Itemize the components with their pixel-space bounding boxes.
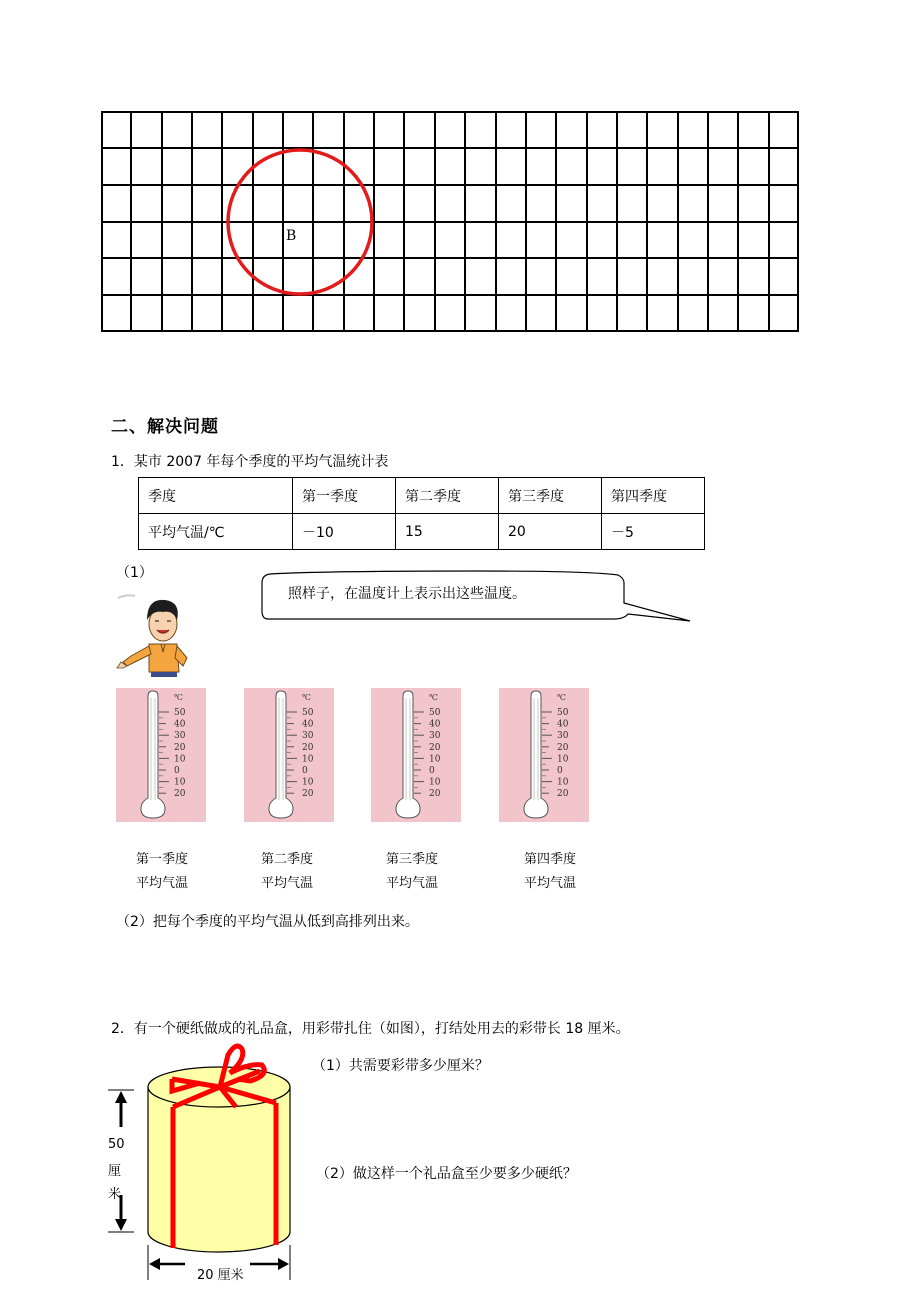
svg-text:10: 10 <box>557 754 569 765</box>
section-title: 二、解决问题 <box>111 417 219 437</box>
svg-text:50: 50 <box>429 708 441 718</box>
table-cell: －5 <box>602 514 705 550</box>
thermometer-icon <box>371 688 461 822</box>
table-cell: 15 <box>396 514 499 550</box>
thermo-label-q3-line2: 平均气温 <box>386 876 439 891</box>
svg-text:℃: ℃ <box>302 693 311 702</box>
height-label-unit-1: 厘 <box>108 1164 122 1179</box>
thermometer-4[interactable] <box>499 688 589 822</box>
svg-text:20: 20 <box>302 742 314 753</box>
thermo-label-q1-line1: 第一季度 <box>136 852 189 867</box>
height-label-unit-2: 米 <box>108 1187 122 1202</box>
svg-text:50: 50 <box>557 708 569 718</box>
part-2-question: （2）把每个季度的平均气温从低到高排列出来。 <box>116 914 419 930</box>
thermo-label-q2-line1: 第二季度 <box>261 852 314 867</box>
svg-text:20: 20 <box>174 789 186 800</box>
svg-text:40: 40 <box>174 719 186 730</box>
svg-text:30: 30 <box>557 731 569 742</box>
boy-icon <box>113 586 193 678</box>
svg-text:0: 0 <box>302 766 308 776</box>
thermo-label-q2-line2: 平均气温 <box>261 876 314 891</box>
svg-text:10: 10 <box>174 754 186 765</box>
svg-text:20: 20 <box>302 789 314 800</box>
thermo-label-q4-line2: 平均气温 <box>524 876 577 891</box>
svg-text:30: 30 <box>302 731 314 742</box>
part-1-label: （1） <box>116 565 153 581</box>
thermo-label-q1-line2: 平均气温 <box>136 876 189 891</box>
question-1-title: 1．某市 2007 年每个季度的平均气温统计表 <box>111 454 389 470</box>
svg-text:10: 10 <box>302 777 314 788</box>
boy-illustration <box>113 586 193 678</box>
svg-text:40: 40 <box>429 719 441 730</box>
svg-text:20: 20 <box>429 789 441 800</box>
svg-text:℃: ℃ <box>174 693 183 702</box>
thermometer-3[interactable] <box>371 688 461 822</box>
svg-text:20: 20 <box>557 742 569 753</box>
svg-text:30: 30 <box>429 731 441 742</box>
svg-text:20: 20 <box>429 742 441 753</box>
svg-text:20: 20 <box>174 742 186 753</box>
svg-text:0: 0 <box>557 766 563 776</box>
svg-text:50: 50 <box>174 708 186 718</box>
table-cell: 20 <box>499 514 602 550</box>
svg-text:10: 10 <box>174 777 186 788</box>
svg-text:10: 10 <box>429 754 441 765</box>
svg-text:10: 10 <box>557 777 569 788</box>
thermometer-icon <box>244 688 334 822</box>
svg-text:℃: ℃ <box>557 693 566 702</box>
grid-figure <box>101 111 799 332</box>
table-cell: 第一季度 <box>293 478 396 514</box>
svg-text:10: 10 <box>429 777 441 788</box>
question-2-title: 2．有一个硬纸做成的礼品盒，用彩带扎住（如图），打结处用去的彩带长 18 厘米。 <box>111 1021 630 1037</box>
q2-part-1: （1）共需要彩带多少厘米？ <box>312 1058 489 1074</box>
svg-text:30: 30 <box>174 731 186 742</box>
svg-text:40: 40 <box>302 719 314 730</box>
table-cell: －10 <box>293 514 396 550</box>
svg-text:0: 0 <box>429 766 435 776</box>
cylinder-body <box>148 1087 290 1252</box>
svg-text:50: 50 <box>302 708 314 718</box>
svg-text:20: 20 <box>557 789 569 800</box>
speech-text: 照样子，在温度计上表示出这些温度。 <box>288 586 526 602</box>
svg-text:0: 0 <box>174 766 180 776</box>
table-cell: 第四季度 <box>602 478 705 514</box>
height-label-number: 50 <box>108 1137 125 1152</box>
thermo-label-q3-line1: 第三季度 <box>386 852 439 867</box>
thermometer-icon <box>116 688 206 822</box>
point-b-label: B <box>286 228 297 244</box>
table-cell: 第三季度 <box>499 478 602 514</box>
square-grid <box>101 111 799 332</box>
table-cell: 平均气温/℃ <box>139 514 293 550</box>
svg-text:40: 40 <box>557 719 569 730</box>
temperature-table <box>138 477 705 550</box>
width-label: 20 厘米 <box>197 1268 244 1283</box>
q2-part-2: （2）做这样一个礼品盒至少要多少硬纸？ <box>316 1166 577 1182</box>
table-row <box>139 514 705 550</box>
thermometer-2[interactable] <box>244 688 334 822</box>
table-header-row <box>139 478 705 514</box>
table-cell: 季度 <box>139 478 293 514</box>
table-cell: 第二季度 <box>396 478 499 514</box>
thermometer-1[interactable] <box>116 688 206 822</box>
gift-box-figure <box>100 1035 310 1285</box>
thermo-label-q4-line1: 第四季度 <box>524 852 577 867</box>
svg-text:10: 10 <box>302 754 314 765</box>
svg-text:℃: ℃ <box>429 693 438 702</box>
thermometer-icon <box>499 688 589 822</box>
